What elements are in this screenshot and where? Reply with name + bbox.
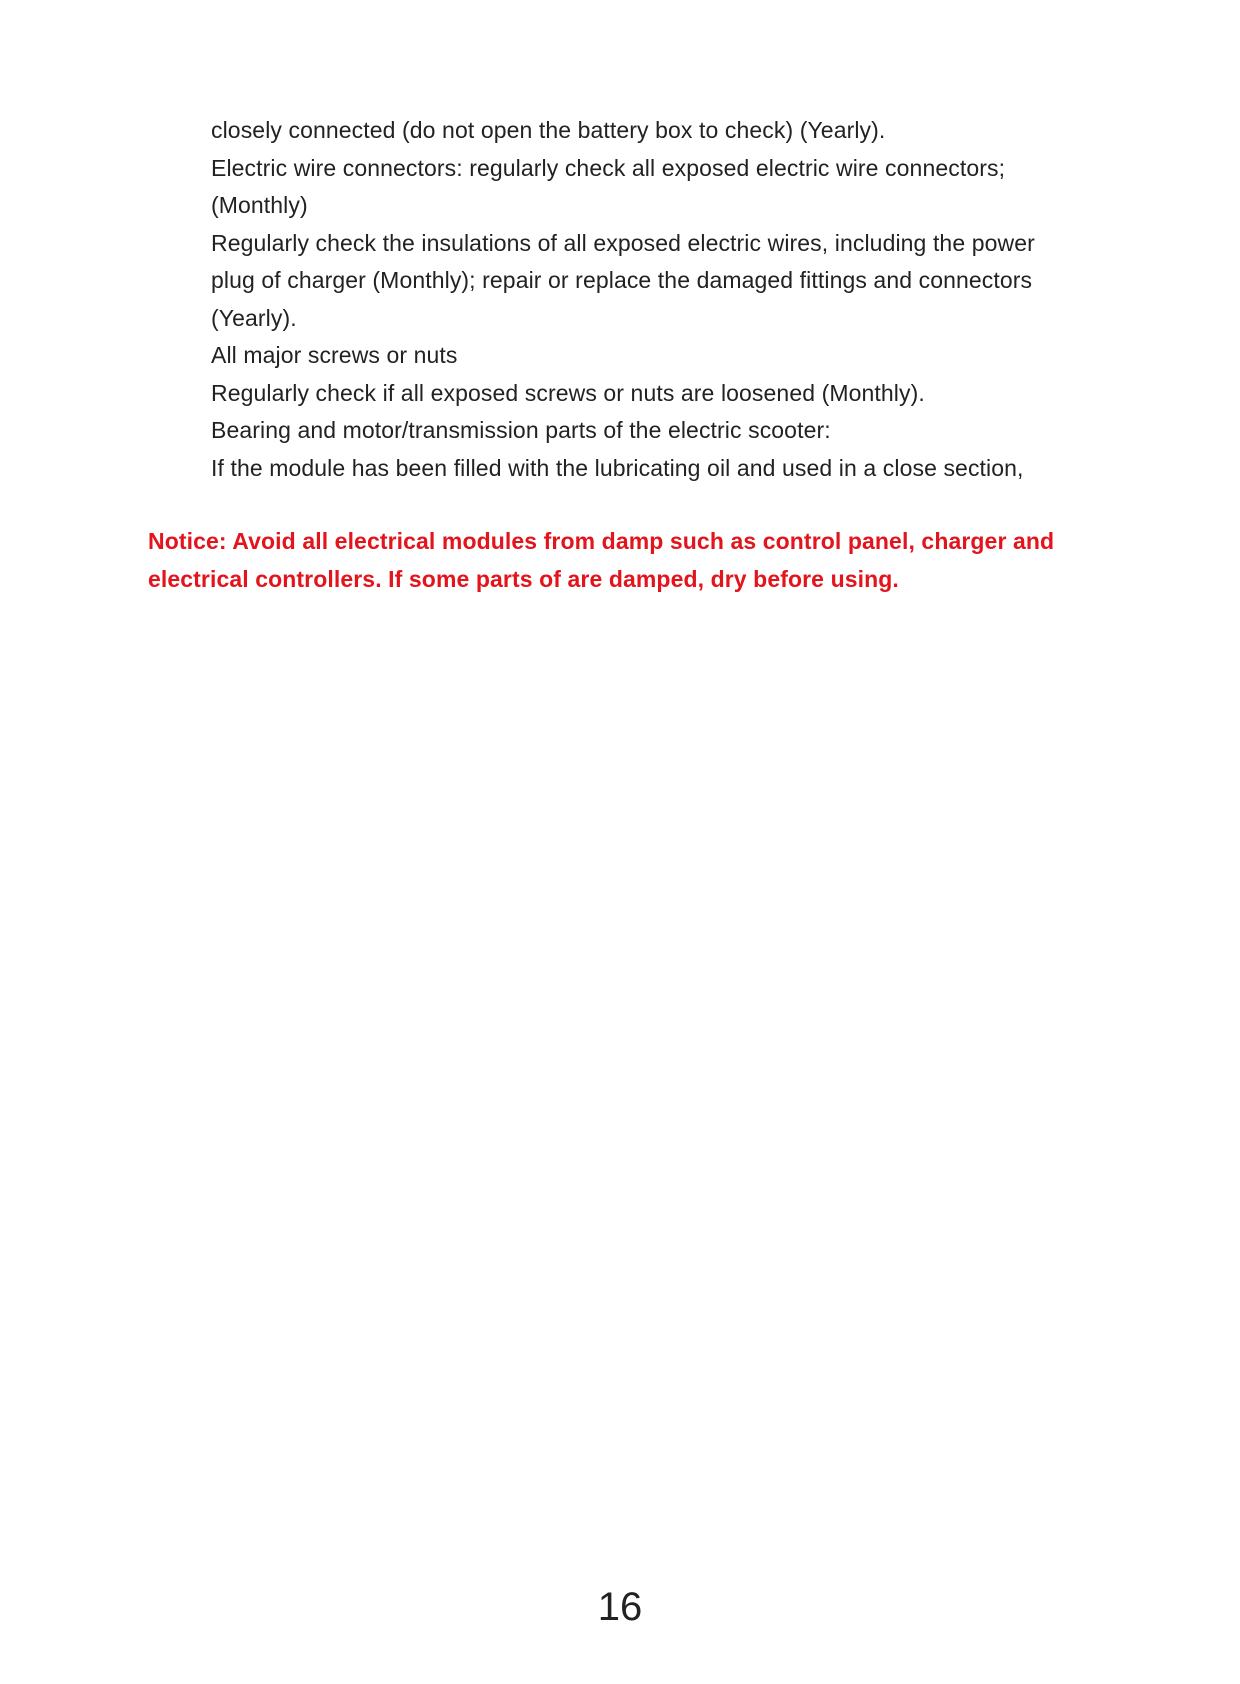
text-line: Regularly check if all exposed screws or nuts are loosened (Monthly). — [211, 379, 925, 406]
text-line: (Monthly) — [211, 192, 308, 218]
maintenance-instructions — [211, 112, 1141, 487]
notice-line: electrical controllers. If some parts of are damped, dry before using. — [148, 565, 899, 592]
text-line: plug of charger (Monthly); repair or replace the damaged fittings and connectors — [211, 267, 1033, 293]
text-line: Regularly check the insulations of all exposed electric wires, including the power — [211, 229, 1035, 256]
notice-line: Notice: Avoid all electrical modules from damp such as control panel, charger and — [148, 528, 1055, 554]
text-line: (Yearly). — [211, 304, 297, 331]
text-line: All major screws or nuts — [211, 342, 458, 368]
page-number: 16 — [597, 1585, 643, 1629]
notice-warning — [148, 523, 1148, 598]
text-line: Electric wire connectors: regularly check all exposed electric wire connectors; — [211, 154, 1006, 181]
text-line: Bearing and motor/transmission parts of the electric scooter: — [211, 417, 831, 443]
text-line: closely connected (do not open the battery box to check) (Yearly). — [211, 117, 886, 143]
text-line: If the module has been filled with the lubricating oil and used in a close section, — [211, 454, 1024, 481]
